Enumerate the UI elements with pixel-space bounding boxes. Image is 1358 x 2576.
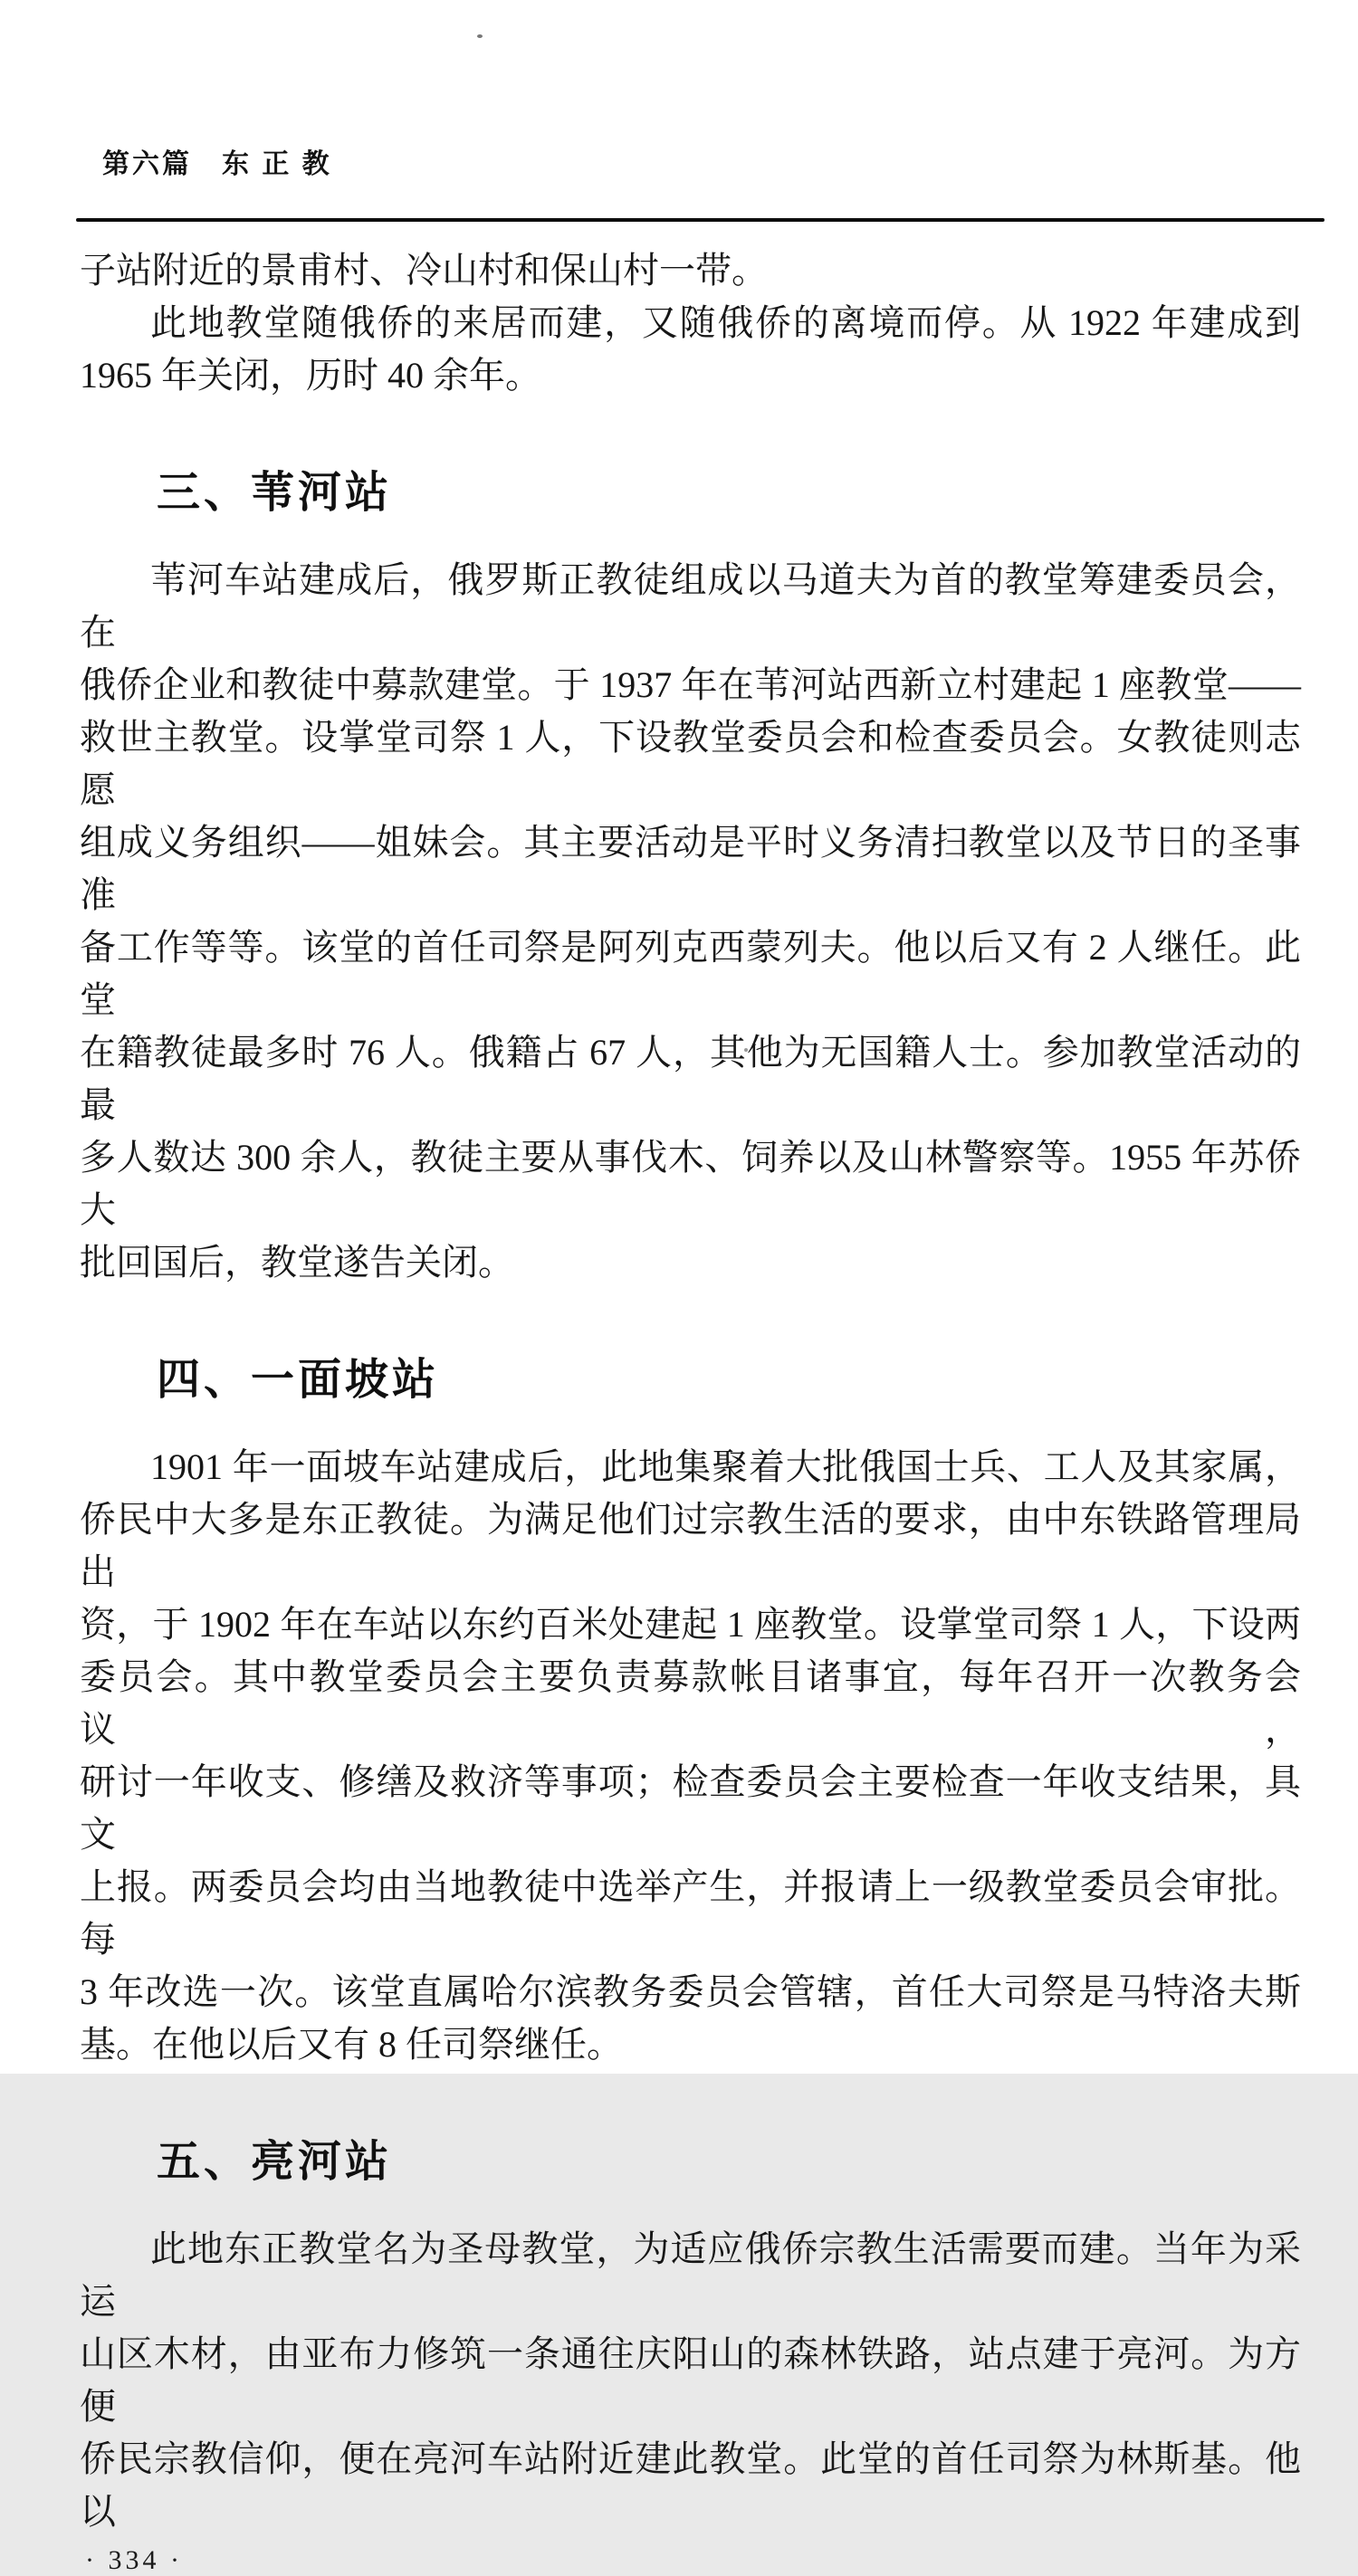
text-line: 3 年改选一次。该堂直属哈尔滨教务委员会管辖，首任大司祭是马特洛夫斯 (80, 1971, 1301, 2012)
scan-speck (477, 34, 483, 38)
running-header: 第六篇 东 正 教 (102, 149, 332, 179)
text-line: 上报。两委员会均由当地教徒中选举产生，并报请上一级教堂委员会审批。每 (80, 1866, 1301, 1960)
section-heading-lianghe: 五、亮河站 (157, 2138, 393, 2186)
header-rule (76, 218, 1325, 222)
text-line: 山区木材，由亚布力修筑一条通往庆阳山的森林铁路，站点建于亮河。为方便 (80, 2333, 1301, 2427)
text-line: 资，于 1902 年在车站以东约百米处建起 1 座教堂。设掌堂司祭 1 人，下设两 (80, 1604, 1301, 1645)
text-line: 此地东正教堂名为圣母教堂，为适应俄侨宗教生活需要而建。当年为采运 (80, 2228, 1301, 2322)
text-line: 基。在他以后又有 8 任司祭继任。 (80, 2024, 623, 2065)
text-line: 多人数达 300 余人，教徒主要从事伐木、饲养以及山林警察等。1955 年苏侨大 (80, 1137, 1301, 1230)
text-line: 侨民中大多是东正教徒。为满足他们过宗教生活的要求，由中东铁路管理局出 (80, 1499, 1301, 1592)
text-line: 苇河车站建成后，俄罗斯正教徒组成以马道夫为首的教堂筹建委员会，在 (80, 559, 1301, 653)
text-line: 组成义务组织——姐妹会。其主要活动是平时义务清扫教堂以及节日的圣事准 (80, 822, 1301, 915)
text-line: 1965 年关闭，历时 40 余年。 (80, 355, 541, 396)
text-line: 委员会。其中教堂委员会主要负责募款帐目诸事宜，每年召开一次教务会议， (80, 1656, 1301, 1750)
page-body (80, 244, 1301, 2576)
section-heading-yimianpo: 四、一面坡站 (157, 1356, 440, 1404)
text-line: 批回国后，教堂遂告关闭。 (80, 1242, 514, 1283)
text-line: 备工作等等。该堂的首任司祭是阿列克西蒙列夫。他以后又有 2 人继任。此堂 (80, 927, 1301, 1020)
text-line: 救世主教堂。设掌堂司祭 1 人，下设教堂委员会和检查委员会。女教徒则志愿 (80, 717, 1301, 810)
text-line: 研讨一年收支、修缮及救济等事项；检查委员会主要检查一年收支结果，具文 (80, 1761, 1301, 1855)
text-line: 子站附近的景甫村、冷山村和保山村一带。 (80, 250, 768, 291)
text-line: 此地教堂随俄侨的来居而建，又随俄侨的离境而停。从 1922 年建成到 (150, 302, 1301, 343)
text-line: 侨民宗教信仰，便在亮河车站附近建此教堂。此堂的首任司祭为林斯基。他以 (80, 2438, 1301, 2532)
section-heading-weihe: 三、苇河站 (157, 469, 393, 517)
text-line: 在籍教徒最多时 76 人。俄籍占 67 人，其他为无国籍人士。参加教堂活动的最 (80, 1032, 1301, 1125)
text-line: 1901 年一面坡车站建成后，此地集聚着大批俄国士兵、工人及其家属， (150, 1446, 1301, 1487)
text-line: 俄侨企业和教徒中募款建堂。于 1937 年在苇河站西新立村建起 1 座教堂—— (80, 664, 1301, 705)
page-number: · 334 · (85, 2545, 183, 2575)
